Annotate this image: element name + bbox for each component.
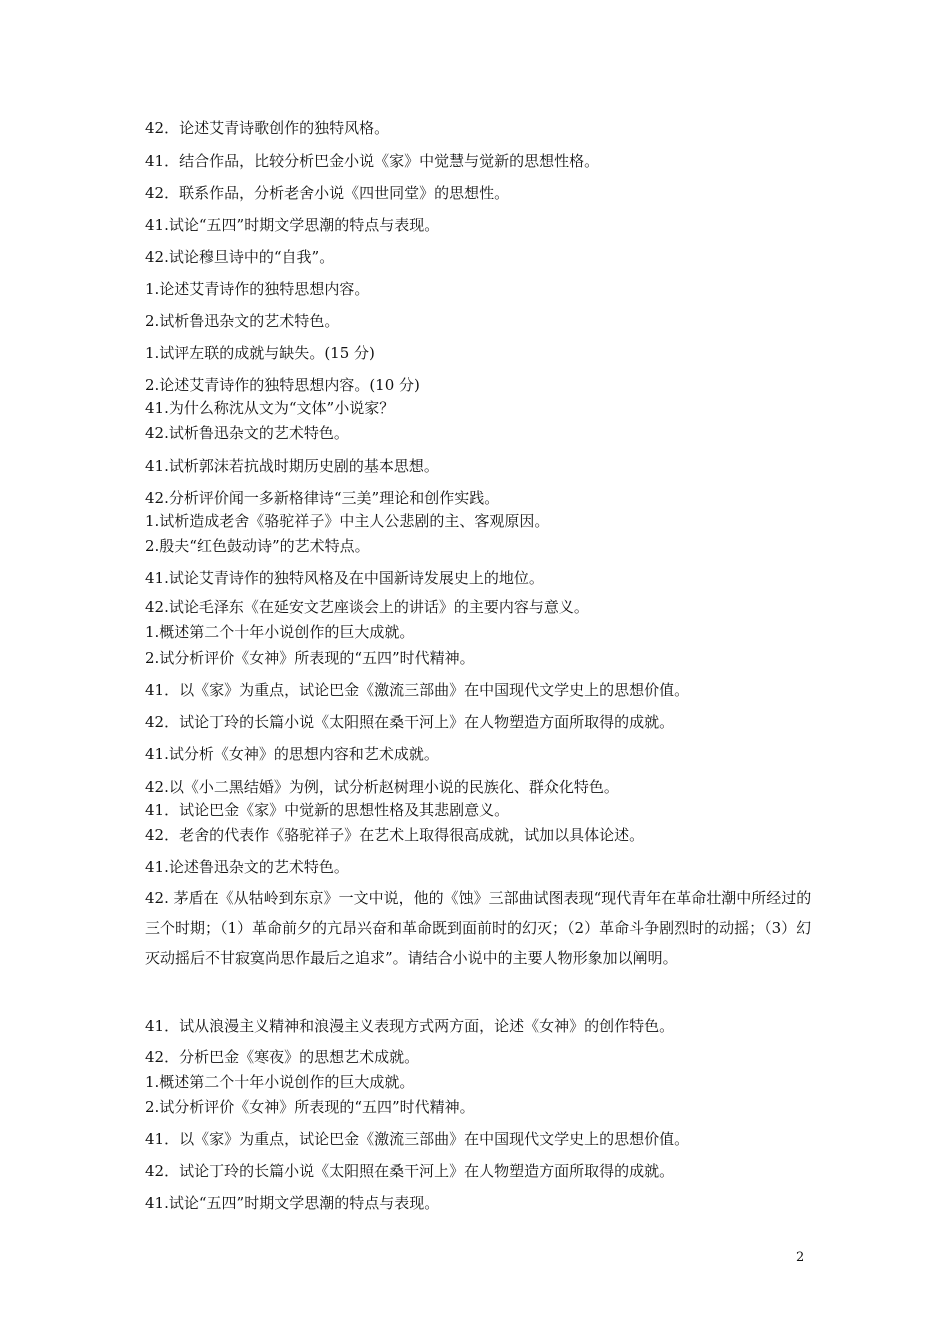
question-line: 41．试从浪漫主义精神和浪漫主义表现方式两方面，论述《女神》的创作特色。 (145, 1017, 675, 1035)
question-line: 41.试论“五四”时期文学思潮的特点与表现。 (145, 1194, 440, 1212)
question-line: 42．论述艾青诗歌创作的独特风格。 (145, 119, 390, 137)
question-line: 1.试评左联的成就与缺失。(15 分) (145, 344, 375, 362)
question-line: 41.试论艾青诗作的独特风格及在中国新诗发展史上的地位。 (145, 569, 544, 587)
question-line: 42．联系作品，分析老舍小说《四世同堂》的思想性。 (145, 184, 510, 202)
question-line: 42．试论丁玲的长篇小说《太阳照在桑干河上》在人物塑造方面所取得的成就。 (145, 1162, 675, 1180)
question-line: 42．试论丁玲的长篇小说《太阳照在桑干河上》在人物塑造方面所取得的成就。 (145, 713, 675, 731)
question-line: 41.论述鲁迅杂文的艺术特色。 (145, 858, 349, 876)
question-line: 42.试析鲁迅杂文的艺术特色。 (145, 424, 349, 442)
question-line: 42．老舍的代表作《骆驼祥子》在艺术上取得很高成就，试加以具体论述。 (145, 826, 645, 844)
page-number: 2 (796, 1250, 805, 1265)
question-line: 42.以《小二黑结婚》为例，试分析赵树理小说的民族化、群众化特色。 (145, 778, 619, 796)
question-line: 2.试析鲁迅杂文的艺术特色。 (145, 312, 340, 330)
question-line: 2.殷夫“红色鼓动诗”的艺术特点。 (145, 537, 370, 555)
question-line: 1.概述第二个十年小说创作的巨大成就。 (145, 623, 415, 641)
question-line: 41.试论“五四”时期文学思潮的特点与表现。 (145, 216, 440, 234)
question-line: 41．试论巴金《家》中觉新的思想性格及其悲剧意义。 (145, 801, 510, 819)
question-line: 1.概述第二个十年小说创作的巨大成就。 (145, 1073, 415, 1091)
question-line: 41．以《家》为重点，试论巴金《激流三部曲》在中国现代文学史上的思想价值。 (145, 1130, 690, 1148)
question-line: 42.分析评价闻一多新格律诗“三美”理论和创作实践。 (145, 489, 500, 507)
question-line: 41.为什么称沈从文为“文体”小说家？ (145, 399, 395, 417)
question-line: 2.论述艾青诗作的独特思想内容。(10 分) (145, 376, 420, 394)
question-line: 42.试论毛泽东《在延安文艺座谈会上的讲话》的主要内容与意义。 (145, 598, 589, 616)
question-line: 42.试论穆旦诗中的“自我”。 (145, 248, 335, 266)
question-line: 41．以《家》为重点，试论巴金《激流三部曲》在中国现代文学史上的思想价值。 (145, 681, 690, 699)
question-line: 1.论述艾青诗作的独特思想内容。 (145, 280, 370, 298)
question-line: 2.试分析评价《女神》所表现的“五四”时代精神。 (145, 649, 475, 667)
question-line: 1.试析造成老舍《骆驼祥子》中主人公悲剧的主、客观原因。 (145, 512, 550, 530)
question-line: 41.试分析《女神》的思想内容和艺术成就。 (145, 745, 439, 763)
question-paragraph: 42. 茅盾在《从牯岭到东京》一文中说，他的《蚀》三部曲试图表现“现代青年在革命壮潮中所经过的三个时期；（1）革命前夕的亢昂兴奋和革命既到面前时的幻灭；（2）革命斗争剧烈时的动摇；（3）幻灭动摇后不甘寂寞尚思作最后之追求”。请结合小说中的主要人物形象加以阐明。 (145, 889, 812, 967)
question-line: 41．结合作品，比较分析巴金小说《家》中觉慧与觉新的思想性格。 (145, 152, 600, 170)
question-line: 2.试分析评价《女神》所表现的“五四”时代精神。 (145, 1098, 475, 1116)
question-line: 42．分析巴金《寒夜》的思想艺术成就。 (145, 1048, 420, 1066)
question-line: 41.试析郭沫若抗战时期历史剧的基本思想。 (145, 457, 439, 475)
